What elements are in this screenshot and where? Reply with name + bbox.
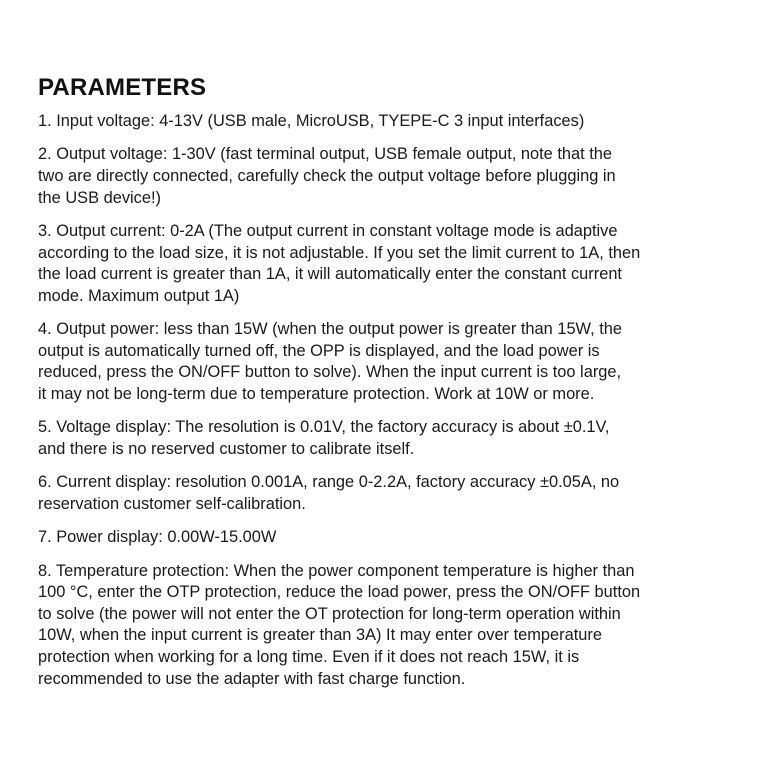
text-line: reservation customer self-calibration. bbox=[38, 494, 306, 513]
text-line: mode. Maximum output 1A) bbox=[38, 286, 240, 305]
text-line: and there is no reserved customer to calibrate itself. bbox=[38, 439, 415, 458]
parameter-voltage-display bbox=[38, 417, 738, 460]
parameter-output-current bbox=[38, 221, 738, 307]
parameter-input-voltage bbox=[38, 111, 738, 133]
text-line: recommended to use the adapter with fast charge function. bbox=[38, 669, 466, 688]
parameter-output-voltage bbox=[38, 144, 738, 209]
text-line: reduced, press the ON/OFF button to solve). When the input current is too large, bbox=[38, 363, 622, 382]
text-line: 100 °C, enter the OTP protection, reduce the load power, press the ON/OFF button bbox=[38, 583, 641, 602]
text-line: 3. Output current: 0-2A (The output current in constant voltage mode is adaptive bbox=[38, 221, 618, 240]
text-line: the USB device!) bbox=[38, 188, 161, 207]
parameters-document bbox=[38, 74, 738, 702]
text-line: 7. Power display: 0.00W-15.00W bbox=[38, 528, 277, 547]
text-line: 5. Voltage display: The resolution is 0.01V, the factory accuracy is about ±0.1V, bbox=[38, 418, 610, 437]
text-line: it may not be long-term due to temperature protection. Work at 10W or more. bbox=[38, 384, 595, 403]
parameter-output-power bbox=[38, 319, 738, 405]
text-line: 6. Current display: resolution 0.001A, range 0-2.2A, factory accuracy ±0.05A, no bbox=[38, 473, 620, 492]
text-line: according to the load size, it is not adjustable. If you set the limit current to 1A, then bbox=[38, 243, 641, 262]
text-line: 1. Input voltage: 4-13V (USB male, MicroUSB, TYEPE-C 3 input interfaces) bbox=[38, 112, 585, 130]
text-line: 10W, when the input current is greater than 3A) It may enter over temperature bbox=[38, 626, 602, 645]
text-line: protection when working for a long time. Even if it does not reach 15W, it is bbox=[38, 648, 580, 667]
text-line: the load current is greater than 1A, it will automatically enter the constant current bbox=[38, 265, 622, 284]
text-line: two are directly connected, carefully check the output voltage before plugging in bbox=[38, 166, 616, 185]
text-line: 8. Temperature protection: When the power component temperature is higher than bbox=[38, 561, 635, 580]
text-line: output is automatically turned off, the OPP is displayed, and the load power is bbox=[38, 341, 600, 360]
parameter-temperature-protection bbox=[38, 561, 738, 691]
text-line: 2. Output voltage: 1-30V (fast terminal output, USB female output, note that the bbox=[38, 145, 613, 164]
text-line: to solve (the power will not enter the OT protection for long-term operation within bbox=[38, 604, 621, 623]
page-title: PARAMETERS bbox=[38, 74, 207, 101]
text-line: 4. Output power: less than 15W (when the output power is greater than 15W, the bbox=[38, 320, 623, 339]
parameter-current-display bbox=[38, 472, 738, 515]
parameter-power-display bbox=[38, 527, 738, 549]
